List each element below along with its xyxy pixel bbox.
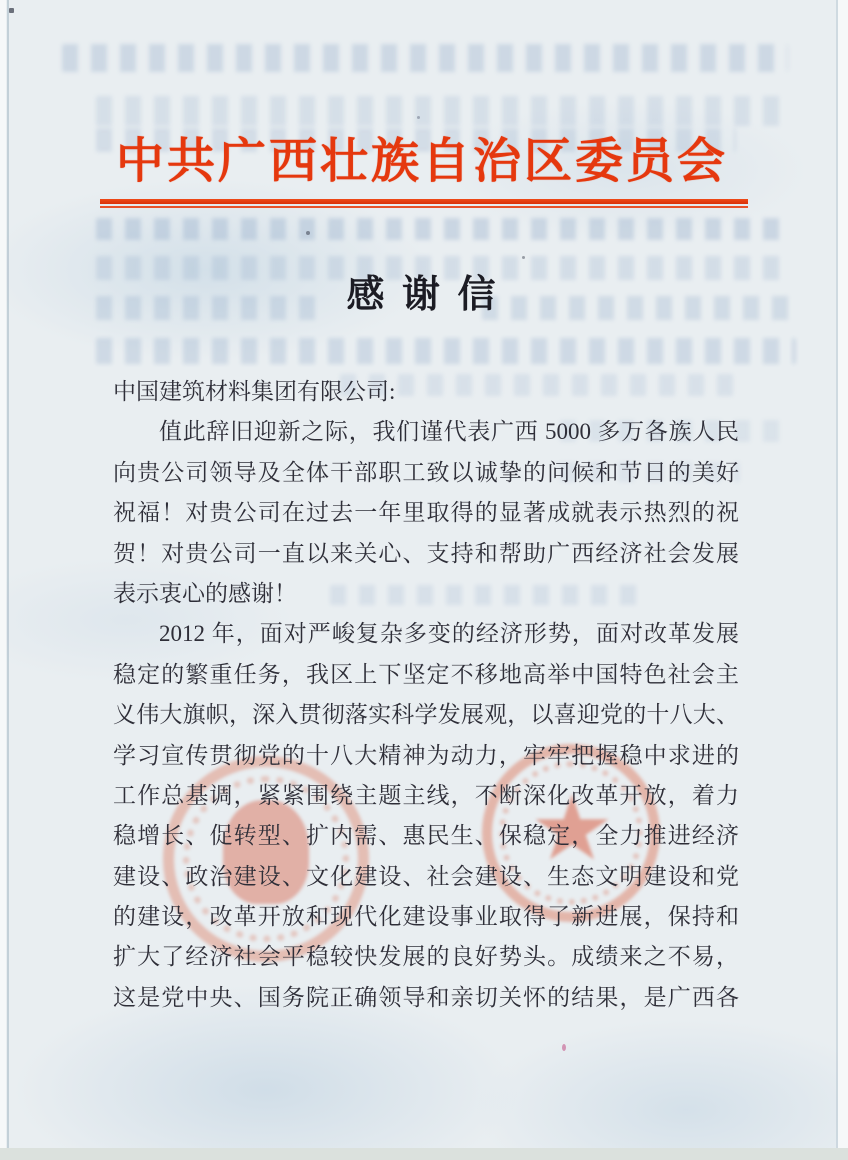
body-line: 稳增长、促转型、扩内需、惠民生、保稳定，全力推进经济 [113, 823, 739, 849]
body-line: 建设、政治建设、文化建设、社会建设、生态文明建设和党 [113, 863, 739, 889]
body-line: 工作总基调，紧紧围绕主题主线，不断深化改革开放，着力 [113, 782, 739, 808]
scan-speck [417, 116, 420, 119]
letterhead-rule-thin [100, 206, 748, 208]
body-line: 值此辞旧迎新之际，我们谨代表广西 5000 多万各族人民 [159, 419, 739, 445]
salutation: 中国建筑材料集团有限公司: [113, 379, 396, 404]
body-line: 祝福！对贵公司在过去一年里取得的显著成就表示热烈的祝 [113, 500, 739, 526]
bleedthrough-text [96, 218, 790, 240]
scan-speck [306, 231, 310, 235]
scan-bottom-edge [0, 1148, 848, 1160]
letterhead-rule-thick [100, 199, 748, 204]
letter-body [113, 372, 739, 1018]
scan-speck [562, 1044, 566, 1051]
scan-corner-artifact [9, 8, 14, 13]
body-line: 2012 年，面对严峻复杂多变的经济形势，面对改革发展 [159, 621, 739, 647]
bleedthrough-text [96, 338, 796, 364]
document-title: 感 谢 信 [346, 274, 498, 316]
body-line: 扩大了经济社会平稳较快发展的良好势头。成绩来之不易， [113, 944, 739, 970]
body-line: 学习宣传贯彻党的十八大精神为动力，牢牢把握稳中求进的 [113, 742, 739, 768]
scan-speck [522, 256, 525, 259]
body-line: 义伟大旗帜，深入贯彻落实科学发展观，以喜迎党的十八大、 [113, 702, 739, 728]
body-line: 稳定的繁重任务，我区上下坚定不移地高举中国特色社会主 [113, 661, 739, 687]
letterhead-org-name: 中共广西壮族自治区委员会 [115, 135, 728, 188]
body-line: 这是党中央、国务院正确领导和亲切关怀的结果，是广西各 [113, 984, 739, 1010]
bleedthrough-text [62, 44, 788, 72]
body-line: 贺！对贵公司一直以来关心、支持和帮助广西经济社会发展 [113, 540, 739, 566]
body-line: 向贵公司领导及全体干部职工致以诚挚的问候和节日的美好 [113, 459, 739, 485]
letterhead-rule [100, 199, 748, 208]
body-line: 表示衷心的感谢！ [113, 580, 297, 606]
body-line: 的建设，改革开放和现代化建设事业取得了新进展，保持和 [113, 904, 739, 930]
bleedthrough-text [96, 96, 790, 126]
